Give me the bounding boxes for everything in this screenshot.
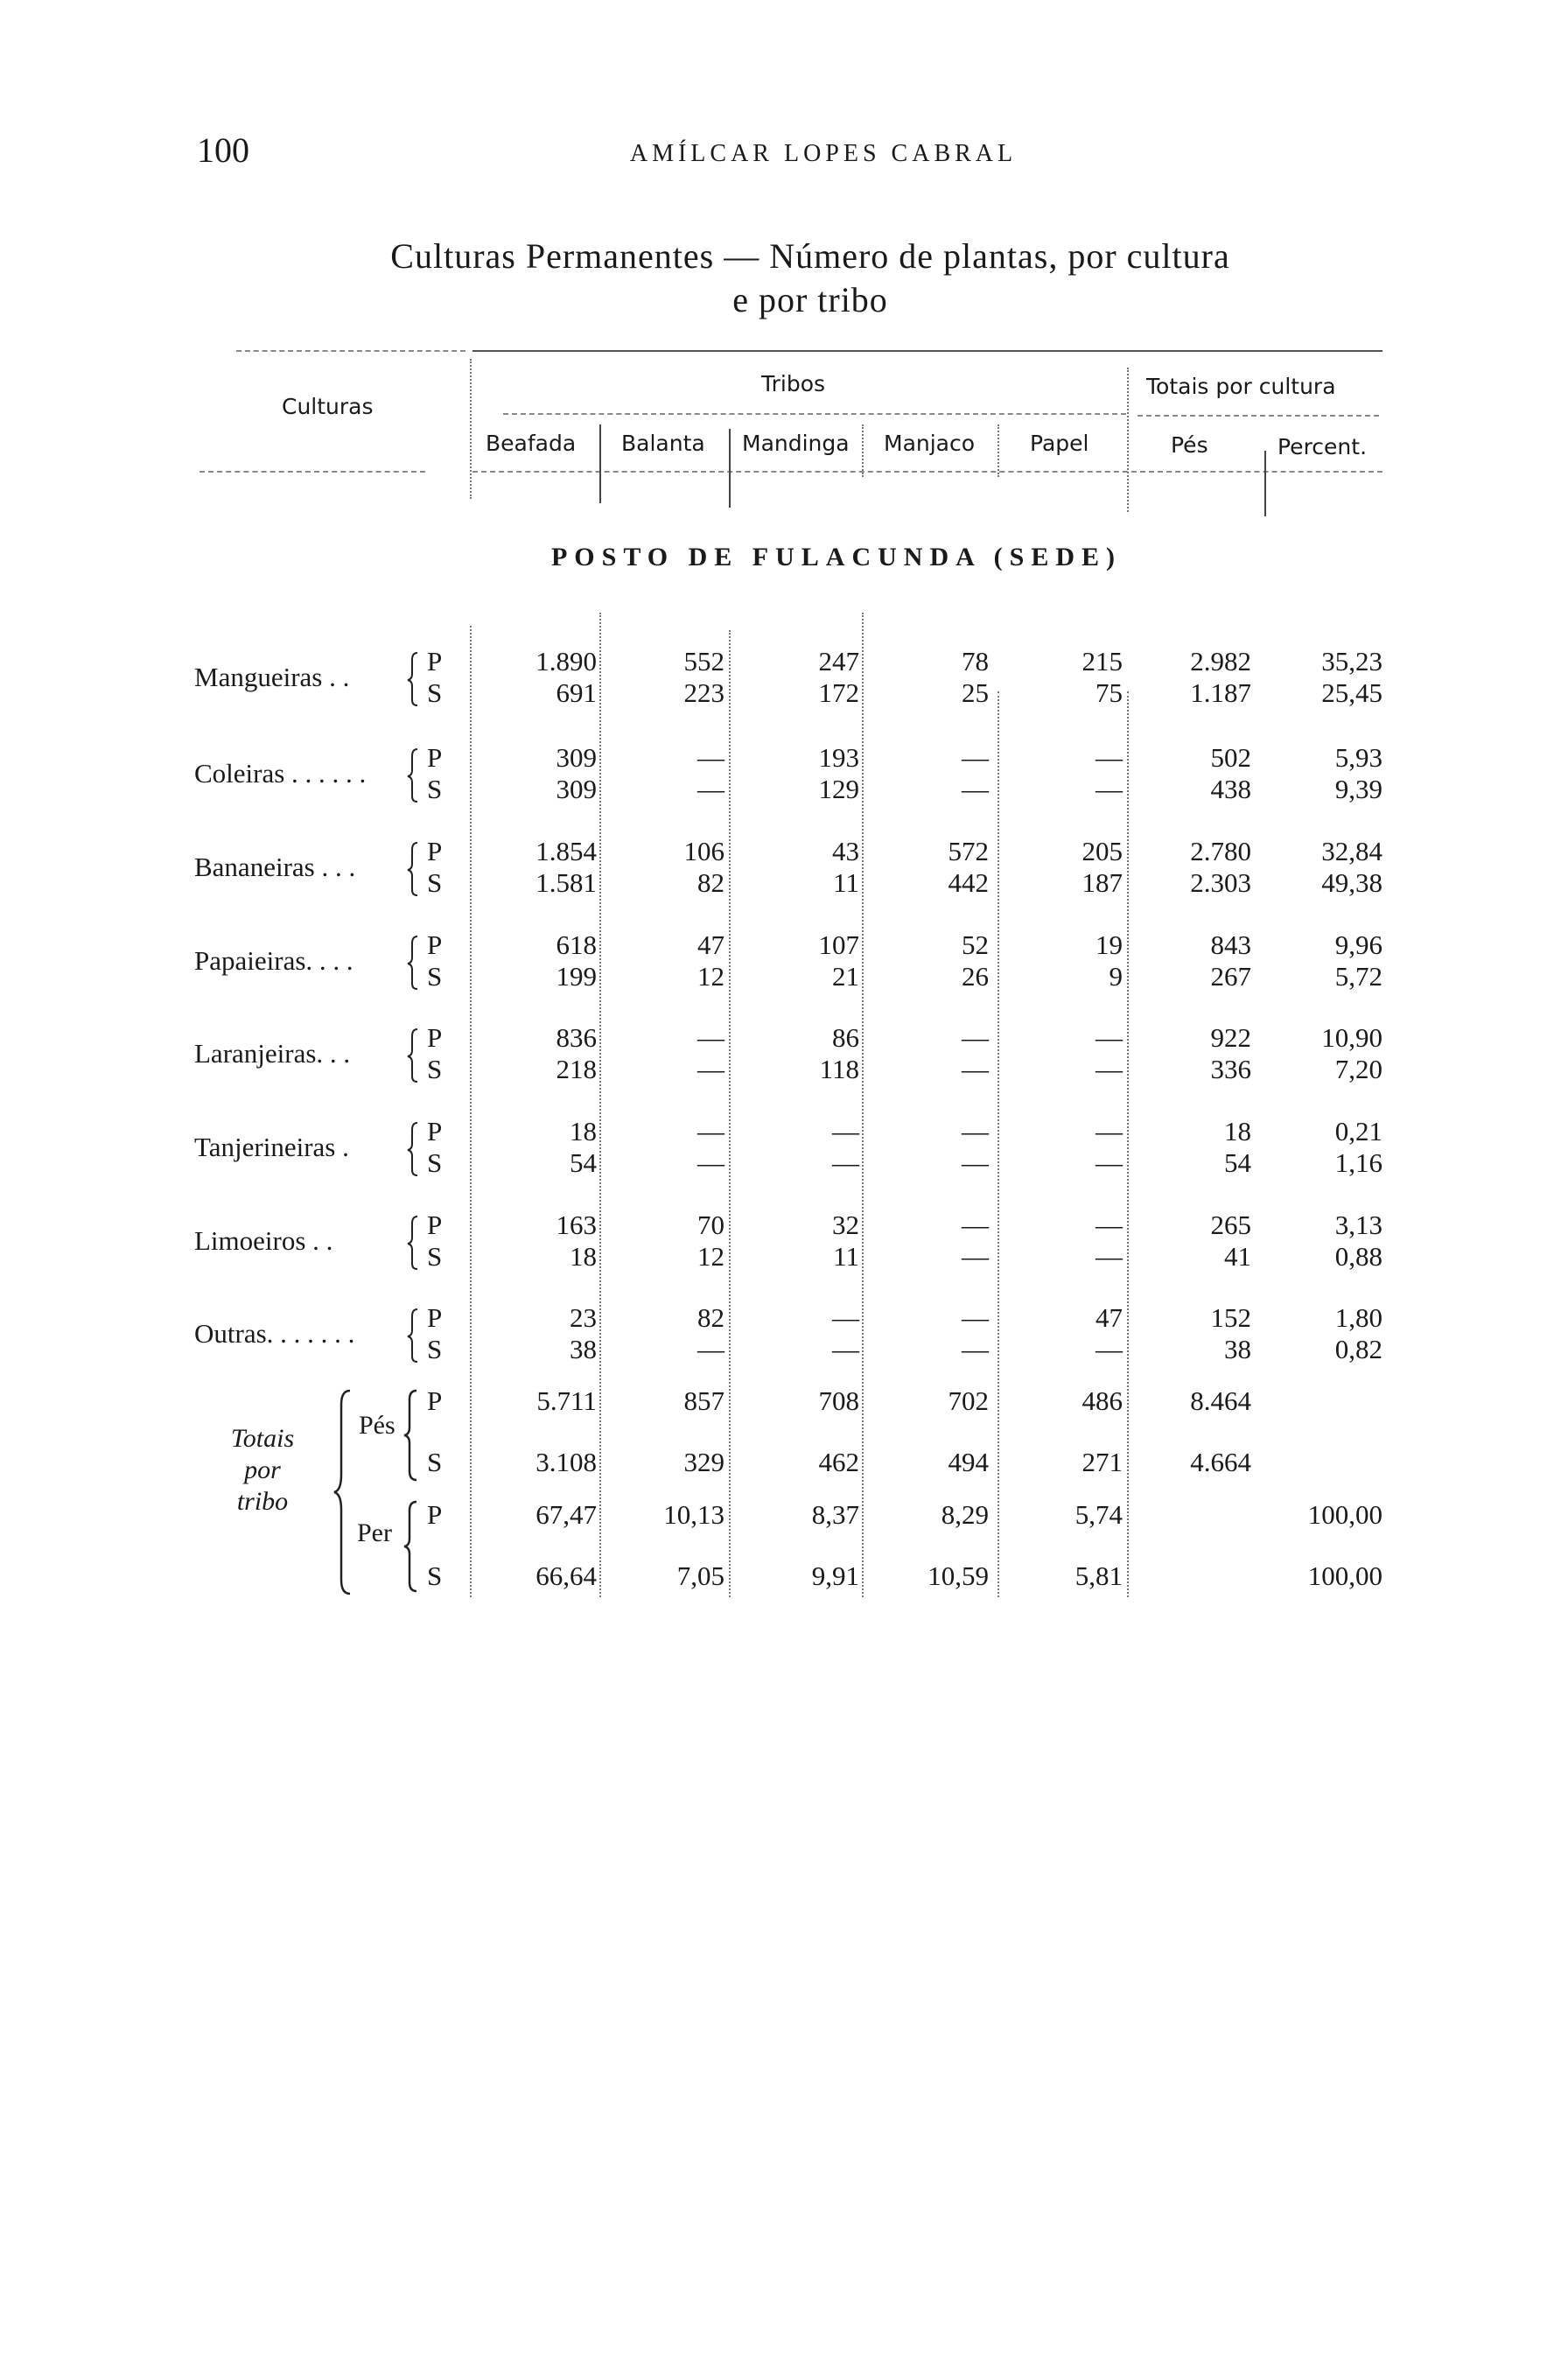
totals-brace-outer	[331, 1387, 357, 1597]
cell-pes: 843	[1210, 929, 1251, 960]
cell-papel: 75	[1096, 677, 1123, 708]
cell-balanta: —	[697, 1054, 724, 1084]
cell-papel: 205	[1082, 836, 1123, 866]
totals-label-line-1: Totais	[230, 1424, 295, 1453]
cell-percent: 5,93	[1334, 742, 1382, 773]
cell-manjaco: 25	[962, 677, 989, 708]
totals-brace-outer-path	[334, 1391, 350, 1594]
totals-p-label: P	[427, 1385, 443, 1416]
cell-balanta: 12	[697, 1241, 724, 1272]
cell-beafada: 618	[556, 929, 597, 960]
cell-percent: 10,90	[1321, 1022, 1382, 1053]
totals-cell-beafada: 5.711	[536, 1385, 597, 1416]
row-label: Tanjerineiras .	[194, 1132, 349, 1162]
totals-cell-mandinga: 8,37	[811, 1499, 859, 1530]
cell-balanta: —	[697, 774, 724, 804]
cell-balanta: 552	[683, 646, 724, 677]
cell-papel: 47	[1096, 1302, 1123, 1333]
table-title	[0, 235, 1568, 322]
col-rule-7	[1264, 451, 1266, 516]
body-rule-2	[599, 613, 601, 1597]
cell-beafada: 18	[570, 1241, 597, 1272]
header-col-mandinga: Mandinga	[742, 431, 850, 456]
cell-papel: 19	[1096, 929, 1123, 960]
cell-pes: 922	[1210, 1022, 1251, 1053]
cell-balanta: 82	[697, 867, 724, 898]
cell-mandinga: 172	[818, 677, 859, 708]
cell-beafada: 18	[570, 1116, 597, 1146]
cell-papel: —	[1096, 1022, 1123, 1053]
row-brace-shape	[405, 744, 421, 807]
row-brace-path	[408, 1123, 417, 1175]
cell-manjaco: 78	[962, 646, 989, 677]
row-brace	[405, 744, 421, 812]
row-brace	[405, 1118, 421, 1186]
row-s-label: S	[427, 1054, 443, 1084]
cell-manjaco: 52	[962, 929, 989, 960]
row-p-label: P	[427, 929, 443, 960]
cell-percent: 25,45	[1321, 677, 1382, 708]
running-head: AMÍLCAR LOPES CABRAL	[629, 140, 1018, 167]
cell-beafada: 38	[570, 1334, 597, 1364]
header-tribos-rule	[503, 413, 1126, 415]
header-col-balanta: Balanta	[621, 431, 705, 456]
cell-mandinga: 247	[818, 646, 859, 677]
cell-manjaco: —	[962, 1241, 989, 1272]
cell-pes: 336	[1210, 1054, 1251, 1084]
header-col-pes: Pés	[1171, 432, 1208, 458]
cell-beafada: 1.581	[536, 867, 597, 898]
col-rule-2	[599, 424, 601, 503]
cell-pes: 2.303	[1190, 867, 1251, 898]
cell-beafada: 218	[556, 1054, 597, 1084]
cell-mandinga: 43	[832, 836, 859, 866]
header-col-percent: Percent.	[1278, 434, 1368, 459]
row-label: Outras. . . . . . .	[194, 1318, 355, 1349]
cell-mandinga: 107	[818, 929, 859, 960]
row-s-label: S	[427, 1241, 443, 1272]
cell-mandinga: 21	[832, 961, 859, 992]
cell-percent: 9,96	[1334, 929, 1382, 960]
col-rule-5	[998, 424, 999, 477]
row-label: Limoeiros . .	[194, 1225, 333, 1256]
cell-percent: 32,84	[1321, 836, 1382, 866]
row-brace-shape	[405, 1211, 421, 1274]
cell-beafada: 23	[570, 1302, 597, 1333]
cell-pes: 1.187	[1190, 677, 1251, 708]
cell-balanta: —	[697, 1116, 724, 1146]
header-culturas: Culturas	[282, 394, 374, 419]
row-brace	[405, 838, 421, 906]
cell-beafada: 309	[556, 774, 597, 804]
row-s-label: S	[427, 1334, 443, 1364]
header-totais: Totais por cultura	[1146, 374, 1336, 399]
cell-pes: 41	[1224, 1241, 1251, 1272]
cell-papel: —	[1096, 1334, 1123, 1364]
totals-cell-manjaco: 494	[948, 1447, 989, 1477]
row-p-label: P	[427, 1302, 443, 1333]
totals-cell-balanta: 329	[683, 1447, 724, 1477]
cell-percent: 3,13	[1334, 1210, 1382, 1240]
row-brace	[405, 1304, 421, 1372]
cell-pes: 502	[1210, 742, 1251, 773]
cell-papel: 9	[1109, 961, 1123, 992]
row-label: Mangueiras . .	[194, 662, 350, 692]
body-rule-4	[862, 613, 864, 1597]
row-brace-path	[408, 1029, 417, 1082]
row-label: Papaieiras. . . .	[194, 945, 354, 976]
cell-pes: 438	[1210, 774, 1251, 804]
col-rule-6	[1127, 368, 1129, 512]
row-brace-path	[408, 749, 417, 802]
row-brace-shape	[405, 1024, 421, 1087]
row-p-label: P	[427, 646, 443, 677]
cell-balanta: —	[697, 1022, 724, 1053]
col-rule-3	[729, 429, 731, 508]
header-top-rule-left	[236, 350, 466, 352]
row-p-label: P	[427, 836, 443, 866]
cell-pes: 267	[1210, 961, 1251, 992]
row-brace-path	[408, 843, 417, 895]
totals-cell-manjaco: 702	[948, 1385, 989, 1416]
row-s-label: S	[427, 774, 443, 804]
cell-mandinga: 11	[833, 867, 859, 898]
cell-papel: 187	[1082, 867, 1123, 898]
row-brace-shape	[405, 838, 421, 901]
cell-beafada: 309	[556, 742, 597, 773]
cell-manjaco: 442	[948, 867, 989, 898]
totals-label-line-3: tribo	[236, 1487, 289, 1516]
row-label: Laranjeiras. . .	[194, 1038, 351, 1069]
cell-percent: 35,23	[1321, 646, 1382, 677]
cell-manjaco: —	[962, 1054, 989, 1084]
row-label: Coleiras . . . . . .	[194, 758, 367, 789]
cell-manjaco: 572	[948, 836, 989, 866]
cell-manjaco: —	[962, 1302, 989, 1333]
cell-balanta: 223	[683, 677, 724, 708]
cell-mandinga: —	[832, 1334, 859, 1364]
table-title-line-1: Culturas Permanentes — Número de plantas, por cultura	[390, 236, 1230, 276]
cell-percent: 1,80	[1334, 1302, 1382, 1333]
cell-manjaco: 26	[962, 961, 989, 992]
totals-cell-mandinga: 9,91	[811, 1560, 859, 1591]
header-top-rule-right	[472, 350, 1382, 352]
totals-brace-pes-path	[404, 1391, 416, 1480]
header-col-beafada: Beafada	[486, 431, 577, 456]
header-bottom-rule-left	[200, 471, 425, 473]
cell-mandinga: 32	[832, 1210, 859, 1240]
cell-balanta: —	[697, 1334, 724, 1364]
cell-manjaco: —	[962, 774, 989, 804]
cell-beafada: 199	[556, 961, 597, 992]
row-brace-shape	[405, 1118, 421, 1181]
cell-pes: 152	[1210, 1302, 1251, 1333]
cell-balanta: —	[697, 1147, 724, 1178]
cell-mandinga: 118	[819, 1054, 859, 1084]
table-title-line-2: e por tribo	[732, 280, 888, 319]
header-col-papel: Papel	[1030, 431, 1089, 456]
row-brace-shape	[405, 931, 421, 994]
cell-balanta: 12	[697, 961, 724, 992]
row-brace	[405, 931, 421, 999]
row-brace-path	[408, 1309, 417, 1362]
totals-brace-per	[401, 1498, 422, 1595]
row-p-label: P	[427, 1022, 443, 1053]
row-s-label: S	[427, 677, 443, 708]
totals-brace-pes	[401, 1387, 422, 1483]
cell-balanta: 70	[697, 1210, 724, 1240]
col-rule-1	[470, 359, 472, 499]
cell-percent: 0,21	[1334, 1116, 1382, 1146]
row-label: Bananeiras . . .	[194, 852, 356, 882]
cell-balanta: 82	[697, 1302, 724, 1333]
cell-beafada: 1.890	[536, 646, 597, 677]
row-brace	[405, 648, 421, 716]
cell-percent: 49,38	[1321, 867, 1382, 898]
cell-pes: 2.780	[1190, 836, 1251, 866]
cell-manjaco: —	[962, 1147, 989, 1178]
cell-manjaco: —	[962, 1334, 989, 1364]
totals-cell-beafada: 66,64	[536, 1560, 597, 1591]
row-brace-path	[408, 653, 417, 705]
cell-papel: —	[1096, 1147, 1123, 1178]
cell-mandinga: 193	[818, 742, 859, 773]
cell-balanta: —	[697, 742, 724, 773]
row-brace	[405, 1024, 421, 1092]
cell-mandinga: —	[832, 1116, 859, 1146]
row-p-label: P	[427, 1210, 443, 1240]
header-totais-rule	[1138, 415, 1379, 417]
cell-percent: 0,88	[1334, 1241, 1382, 1272]
cell-mandinga: 129	[818, 774, 859, 804]
cell-pes: 54	[1224, 1147, 1251, 1178]
row-s-label: S	[427, 1147, 443, 1178]
cell-mandinga: 11	[833, 1241, 859, 1272]
cell-manjaco: —	[962, 742, 989, 773]
row-brace-shape	[405, 648, 421, 711]
cell-manjaco: —	[962, 1210, 989, 1240]
cell-mandinga: —	[832, 1147, 859, 1178]
cell-mandinga: —	[832, 1302, 859, 1333]
cell-pes: 18	[1224, 1116, 1251, 1146]
totals-cell-balanta: 7,05	[676, 1560, 724, 1591]
cell-percent: 1,16	[1334, 1147, 1382, 1178]
totals-brace-per-path	[404, 1502, 416, 1591]
row-s-label: S	[427, 867, 443, 898]
cell-papel: —	[1096, 774, 1123, 804]
row-brace-path	[408, 936, 417, 989]
totals-cell-manjaco: 8,29	[941, 1499, 989, 1530]
totals-pes-label: Pés	[359, 1411, 396, 1440]
cell-papel: —	[1096, 1210, 1123, 1240]
totals-cell-percent: 100,00	[1307, 1499, 1382, 1530]
cell-manjaco: —	[962, 1116, 989, 1146]
totals-cell-papel: 271	[1082, 1447, 1123, 1477]
cell-balanta: 47	[697, 929, 724, 960]
body-rule-5	[998, 691, 999, 1597]
cell-percent: 5,72	[1334, 961, 1382, 992]
cell-pes: 38	[1224, 1334, 1251, 1364]
header-tribos: Tribos	[761, 371, 826, 396]
row-brace-shape	[405, 1304, 421, 1367]
totals-cell-papel: 486	[1082, 1385, 1123, 1416]
totals-cell-pes: 8.464	[1190, 1385, 1251, 1416]
body-rule-3	[729, 630, 731, 1597]
section-title: POSTO DE FULACUNDA (SEDE)	[550, 543, 1122, 571]
cell-percent: 9,39	[1334, 774, 1382, 804]
totals-s-label: S	[427, 1447, 443, 1477]
cell-papel: —	[1096, 1116, 1123, 1146]
totals-cell-balanta: 10,13	[663, 1499, 724, 1530]
totals-cell-pes: 4.664	[1190, 1447, 1251, 1477]
totals-cell-beafada: 67,47	[536, 1499, 597, 1530]
cell-beafada: 1.854	[536, 836, 597, 866]
cell-mandinga: 86	[832, 1022, 859, 1053]
cell-percent: 0,82	[1334, 1334, 1382, 1364]
totals-per-label: Per	[357, 1518, 392, 1547]
row-p-label: P	[427, 742, 443, 773]
header-bottom-rule-right	[472, 471, 1382, 473]
totals-cell-papel: 5,81	[1074, 1560, 1123, 1591]
cell-balanta: 106	[683, 836, 724, 866]
totals-s-label: S	[427, 1560, 443, 1591]
totals-label-line-2: por	[244, 1455, 281, 1484]
col-rule-4	[862, 424, 864, 477]
cell-pes: 2.982	[1190, 646, 1251, 677]
row-s-label: S	[427, 961, 443, 992]
header-col-manjaco: Manjaco	[884, 431, 976, 456]
totals-cell-mandinga: 462	[818, 1447, 859, 1477]
cell-papel: —	[1096, 742, 1123, 773]
cell-papel: 215	[1082, 646, 1123, 677]
totals-p-label: P	[427, 1499, 443, 1530]
cell-beafada: 691	[556, 677, 597, 708]
cell-papel: —	[1096, 1054, 1123, 1084]
cell-papel: —	[1096, 1241, 1123, 1272]
totals-cell-papel: 5,74	[1074, 1499, 1123, 1530]
cell-beafada: 163	[556, 1210, 597, 1240]
row-p-label: P	[427, 1116, 443, 1146]
totals-cell-manjaco: 10,59	[928, 1560, 989, 1591]
body-rule-1	[470, 626, 472, 1597]
page-number: 100	[197, 130, 249, 170]
cell-manjaco: —	[962, 1022, 989, 1053]
cell-percent: 7,20	[1334, 1054, 1382, 1084]
row-brace	[405, 1211, 421, 1280]
cell-beafada: 836	[556, 1022, 597, 1053]
totals-cell-balanta: 857	[683, 1385, 724, 1416]
totals-label	[210, 1423, 315, 1518]
row-brace-path	[408, 1217, 417, 1269]
totals-cell-percent: 100,00	[1307, 1560, 1382, 1591]
cell-beafada: 54	[570, 1147, 597, 1178]
totals-cell-beafada: 3.108	[536, 1447, 597, 1477]
totals-cell-mandinga: 708	[818, 1385, 859, 1416]
cell-pes: 265	[1210, 1210, 1251, 1240]
